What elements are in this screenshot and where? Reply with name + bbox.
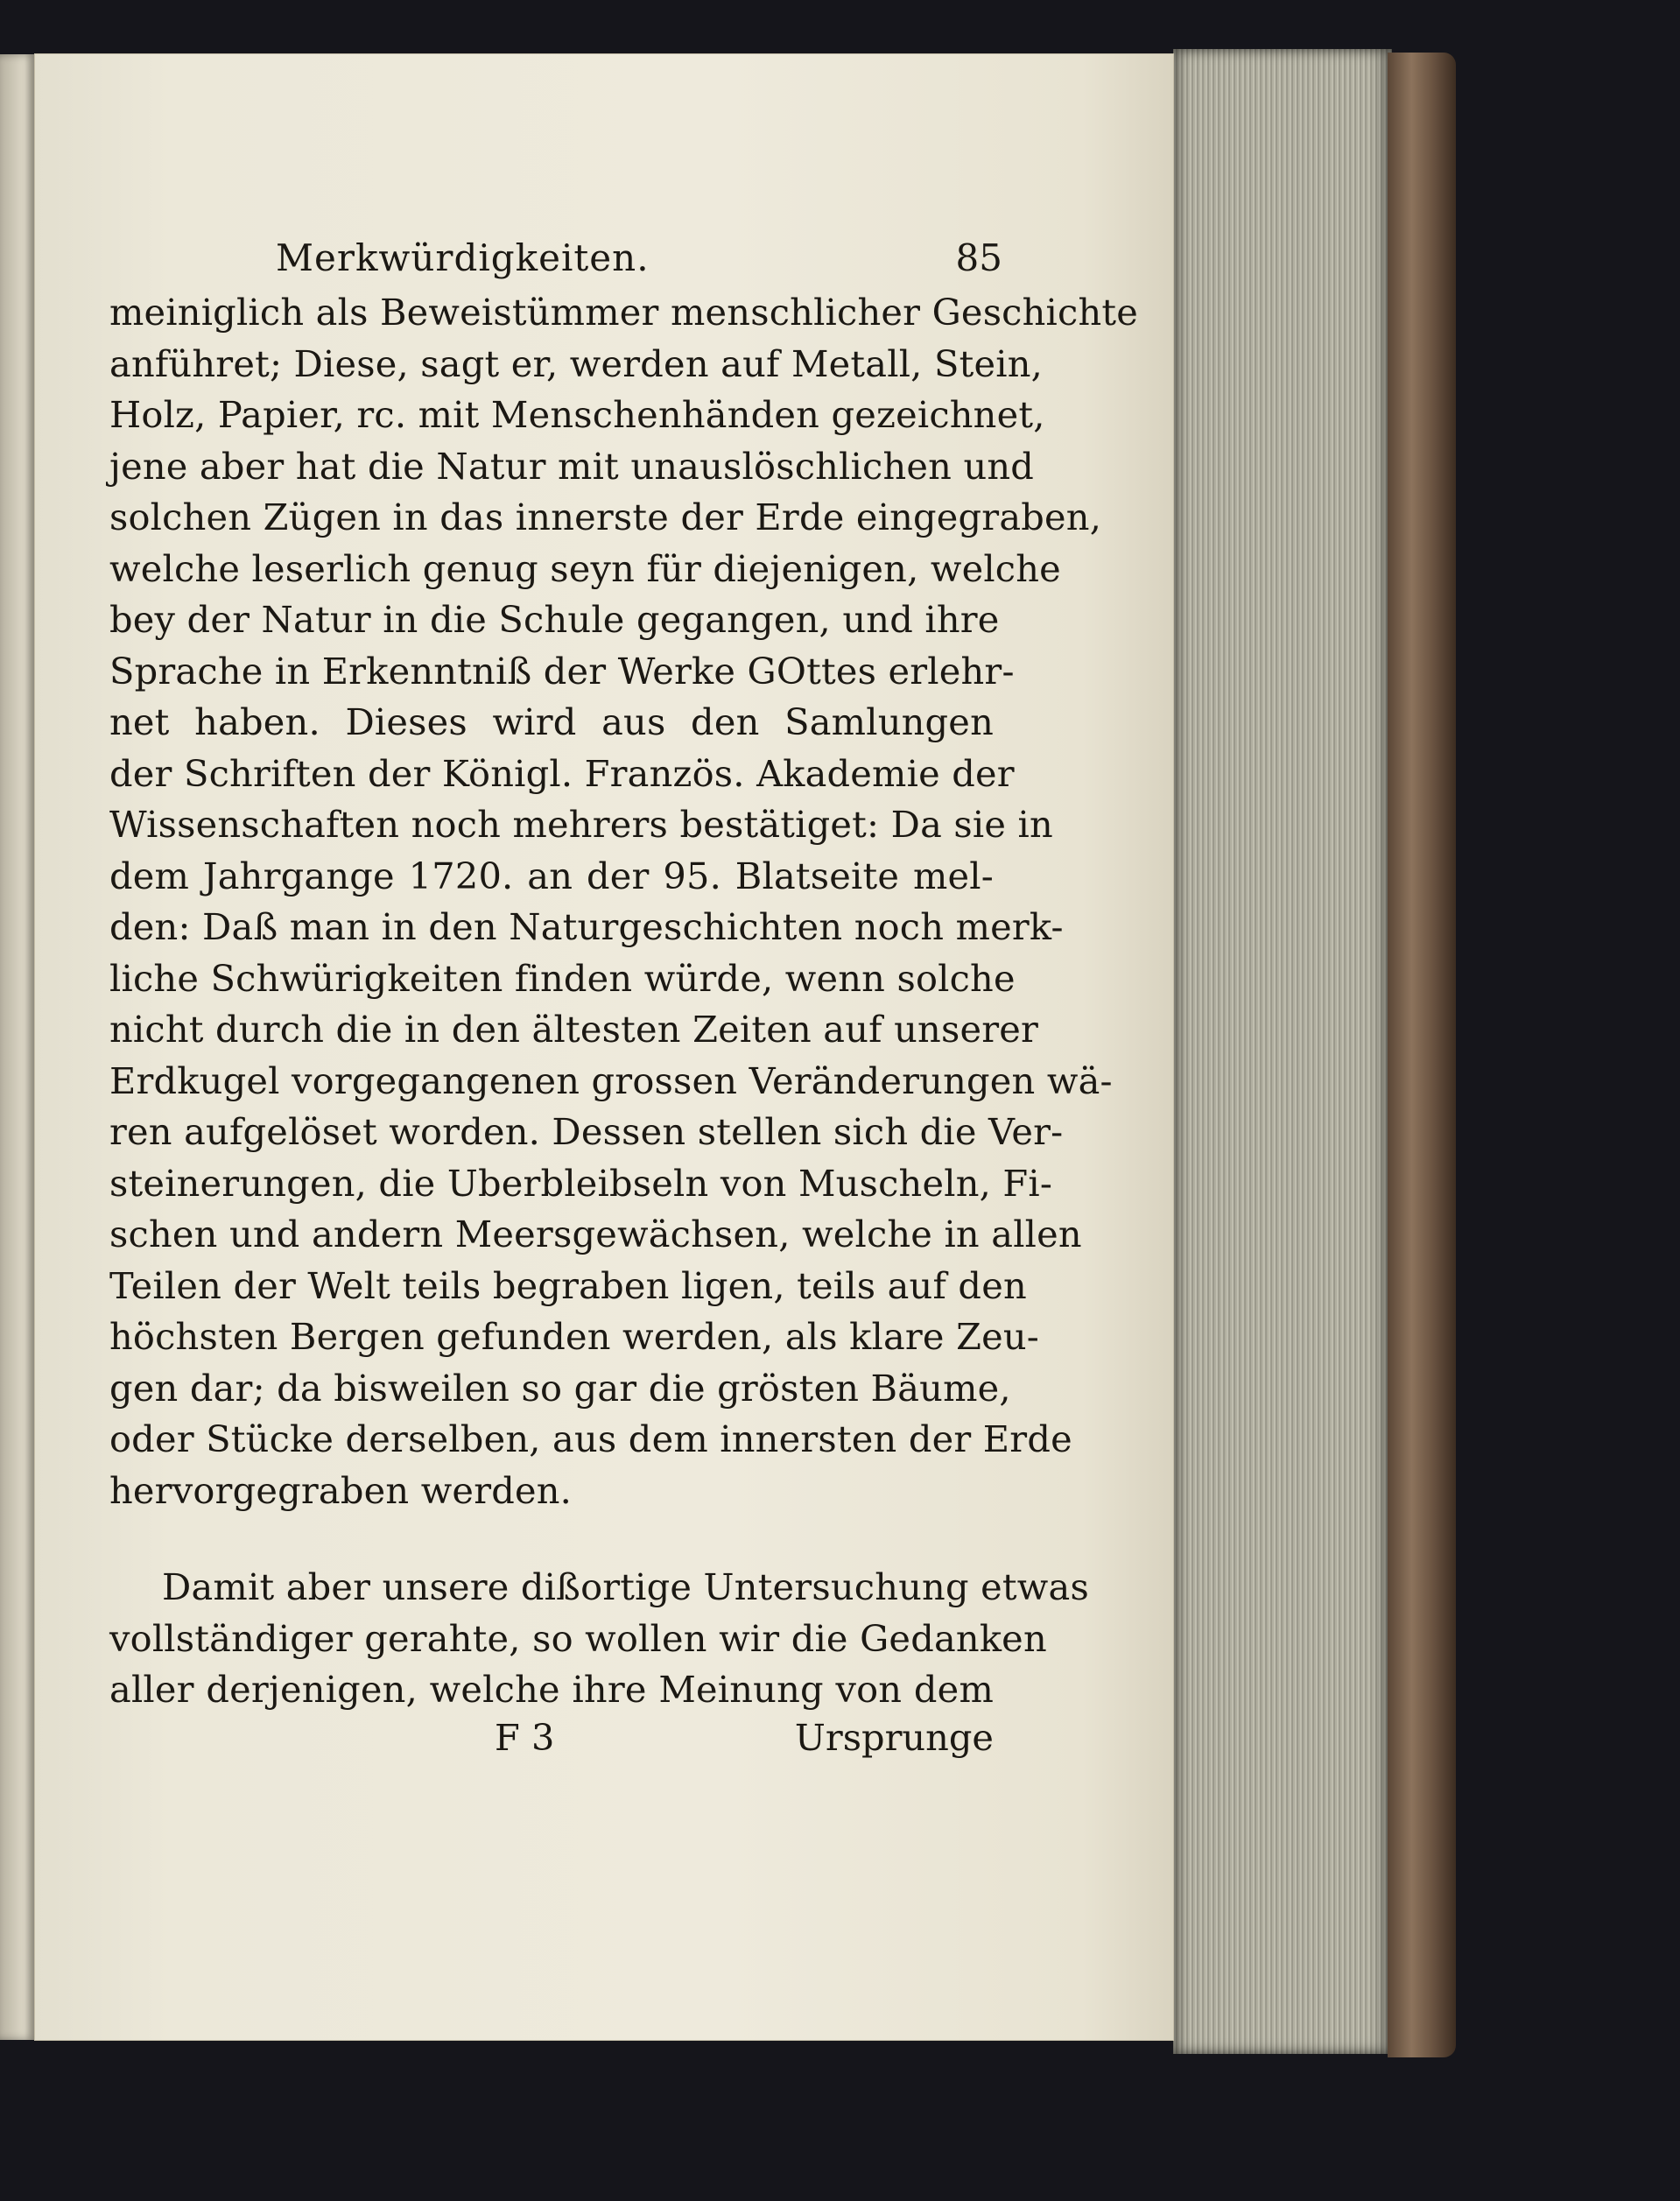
text-line: höchsten Bergen gefunden werden, als klare Zeu- [109, 1315, 1040, 1358]
running-header [109, 236, 1002, 287]
text-line: bey der Natur in die Schule gegangen, und ihre [109, 598, 1000, 641]
text-line: Teilen der Welt teils begraben ligen, teils auf den [109, 1263, 1027, 1307]
text-line: Damit aber unsere dißortige Untersuchung etwas [162, 1565, 1089, 1608]
facing-page-edge [0, 54, 35, 2040]
page-number: 85 [955, 236, 1002, 279]
text-line: den: Daß man in den Naturgeschichten noch merk- [109, 905, 1064, 948]
text-line: Erdkugel vorgegangenen grossen Veränderungen wä- [109, 1058, 1113, 1102]
text-line: meiniglich als Beweistümmer menschlicher Geschichte [109, 291, 1139, 334]
text-line: jene aber hat die Natur mit unauslöschlichen und [109, 444, 1035, 488]
paragraph-2 [109, 1562, 1089, 1716]
text-line: steinerungen, die Uberbleibseln von Muscheln, Fi- [109, 1161, 1053, 1205]
text-line: vollständiger gerahte, so wollen wir die Gedanken [109, 1616, 1047, 1660]
text-line: ren aufgelöset worden. Dessen stellen sich die Ver- [109, 1110, 1064, 1153]
paragraph-1 [109, 287, 1139, 1516]
catchword: Ursprunge [794, 1715, 994, 1759]
text-line: welche leserlich genug seyn für diejenigen, welche [109, 546, 1061, 590]
text-line: hervorgegraben werden. [109, 1468, 573, 1512]
text-line: net haben. Dieses wird aus den Samlungen [109, 700, 994, 743]
text-line: dem Jahrgange 1720. an der 95. Blatseite mel- [109, 854, 994, 897]
text-line: schen und andern Meersgewächsen, welche in allen [109, 1213, 1082, 1255]
text-line: der Schriften der Königl. Französ. Akademie der [109, 751, 1015, 795]
page-footer [109, 1716, 994, 1767]
running-title: Merkwürdigkeiten. [276, 236, 650, 279]
text-line: liche Schwürigkeiten finden würde, wenn solche [109, 956, 1016, 1000]
text-line: nicht durch die in den ältesten Zeiten auf unserer [109, 1008, 1039, 1051]
text-line: solchen Zügen in das innerste der Erde eingegraben, [109, 496, 1102, 538]
leather-cover [1388, 53, 1456, 2057]
text-line: Sprache in Erkenntniß der Werke GOttes erlehr- [109, 649, 1015, 693]
page-text [109, 236, 1139, 1767]
text-line: anführet; Diese, sagt er, werden auf Metall, Stein, [109, 341, 1044, 385]
text-line: Holz, Papier, rc. mit Menschenhänden gezeichnet, [109, 393, 1045, 436]
signature-mark: F 3 [495, 1715, 555, 1759]
paragraph-gap [109, 1516, 994, 1562]
text-line: gen dar; da bisweilen so gar die grösten Bäume, [109, 1366, 1011, 1410]
text-line: oder Stücke derselben, aus dem innersten der Erde [109, 1417, 1072, 1460]
page-edges [1173, 49, 1392, 2054]
text-line: aller derjenigen, welche ihre Meinung von dem [109, 1668, 994, 1711]
text-line: Wissenschaften noch mehrers bestätiget: Da sie in [109, 803, 1053, 846]
